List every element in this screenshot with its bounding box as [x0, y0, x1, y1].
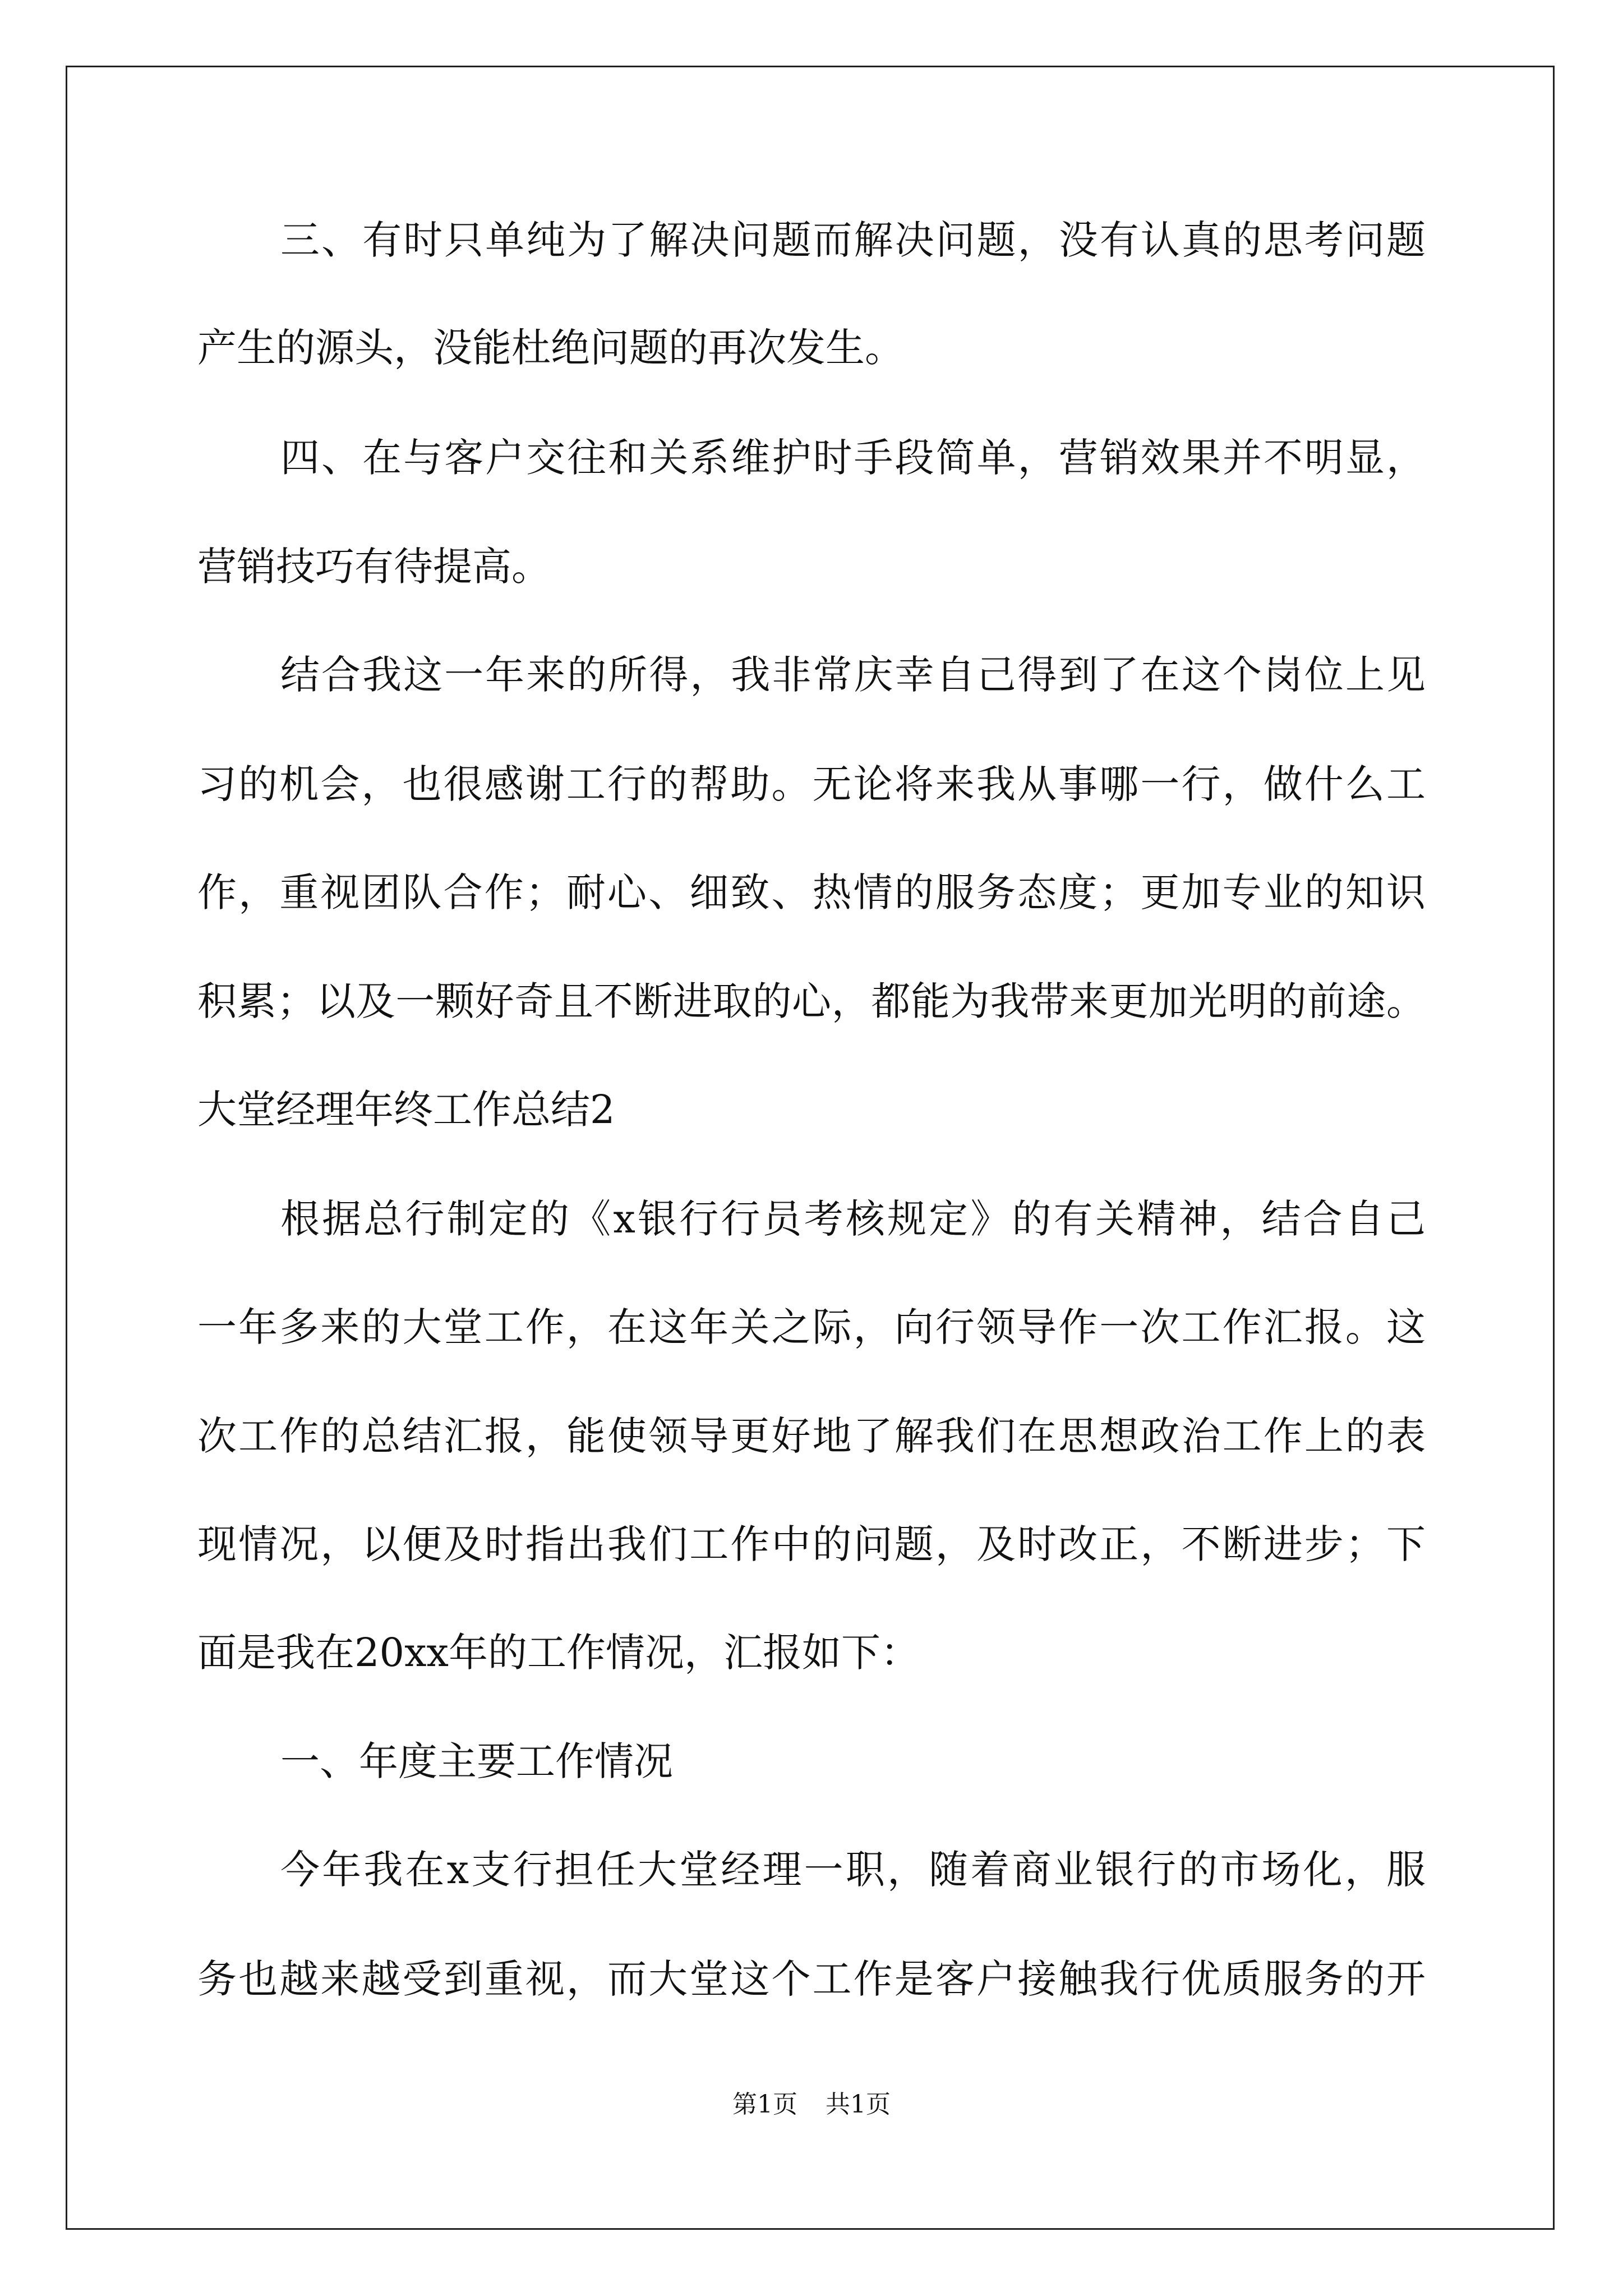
- subsection-heading: 一、年度主要工作情况: [280, 1738, 673, 1784]
- paragraph-line: 营销技巧有待提高。: [197, 544, 551, 590]
- paragraph-line: 根据总行制定的《x银行行员考核规定》的有关精神，结合自己: [280, 1196, 1426, 1242]
- paragraph-line: 现情况，以便及时指出我们工作中的问题，及时改正，不断进步；下: [197, 1521, 1426, 1567]
- paragraph-line: 三、有时只单纯为了解决问题而解决问题，没有认真的思考问题: [280, 217, 1426, 263]
- paragraph-line: 作，重视团队合作；耐心、细致、热情的服务态度；更加专业的知识: [197, 869, 1426, 915]
- page-border: [66, 66, 1555, 2230]
- paragraph-line: 面是我在20xx年的工作情况，汇报如下：: [197, 1630, 920, 1676]
- paragraph-line: 产生的源头，没能杜绝问题的再次发生。: [197, 325, 904, 371]
- paragraph-line: 结合我这一年来的所得，我非常庆幸自己得到了在这个岗位上见: [280, 652, 1426, 698]
- paragraph-line: 积累；以及一颗好奇且不断进取的心，都能为我带来更加光明的前途。: [197, 978, 1426, 1024]
- paragraph-line: 务也越来越受到重视，而大堂这个工作是客户接触我行优质服务的开: [197, 1956, 1426, 2002]
- section-heading: 大堂经理年终工作总结2: [197, 1087, 615, 1133]
- page-total: 共1页: [826, 2090, 891, 2119]
- paragraph-line: 四、在与客户交往和关系维护时手段简单，营销效果并不明显，: [280, 435, 1426, 481]
- paragraph-line: 次工作的总结汇报，能使领导更好地了解我们在思想政治工作上的表: [197, 1413, 1426, 1459]
- paragraph-line: 一年多来的大堂工作，在这年关之际，向行领导作一次工作汇报。这: [197, 1304, 1426, 1350]
- paragraph-line: 今年我在x支行担任大堂经理一职，随着商业银行的市场化，服: [280, 1847, 1426, 1893]
- paragraph-line: 习的机会，也很感谢工行的帮助。无论将来我从事哪一行，做什么工: [197, 761, 1426, 807]
- page-number: 第1页: [732, 2090, 797, 2119]
- page-footer: [0, 2088, 1623, 2122]
